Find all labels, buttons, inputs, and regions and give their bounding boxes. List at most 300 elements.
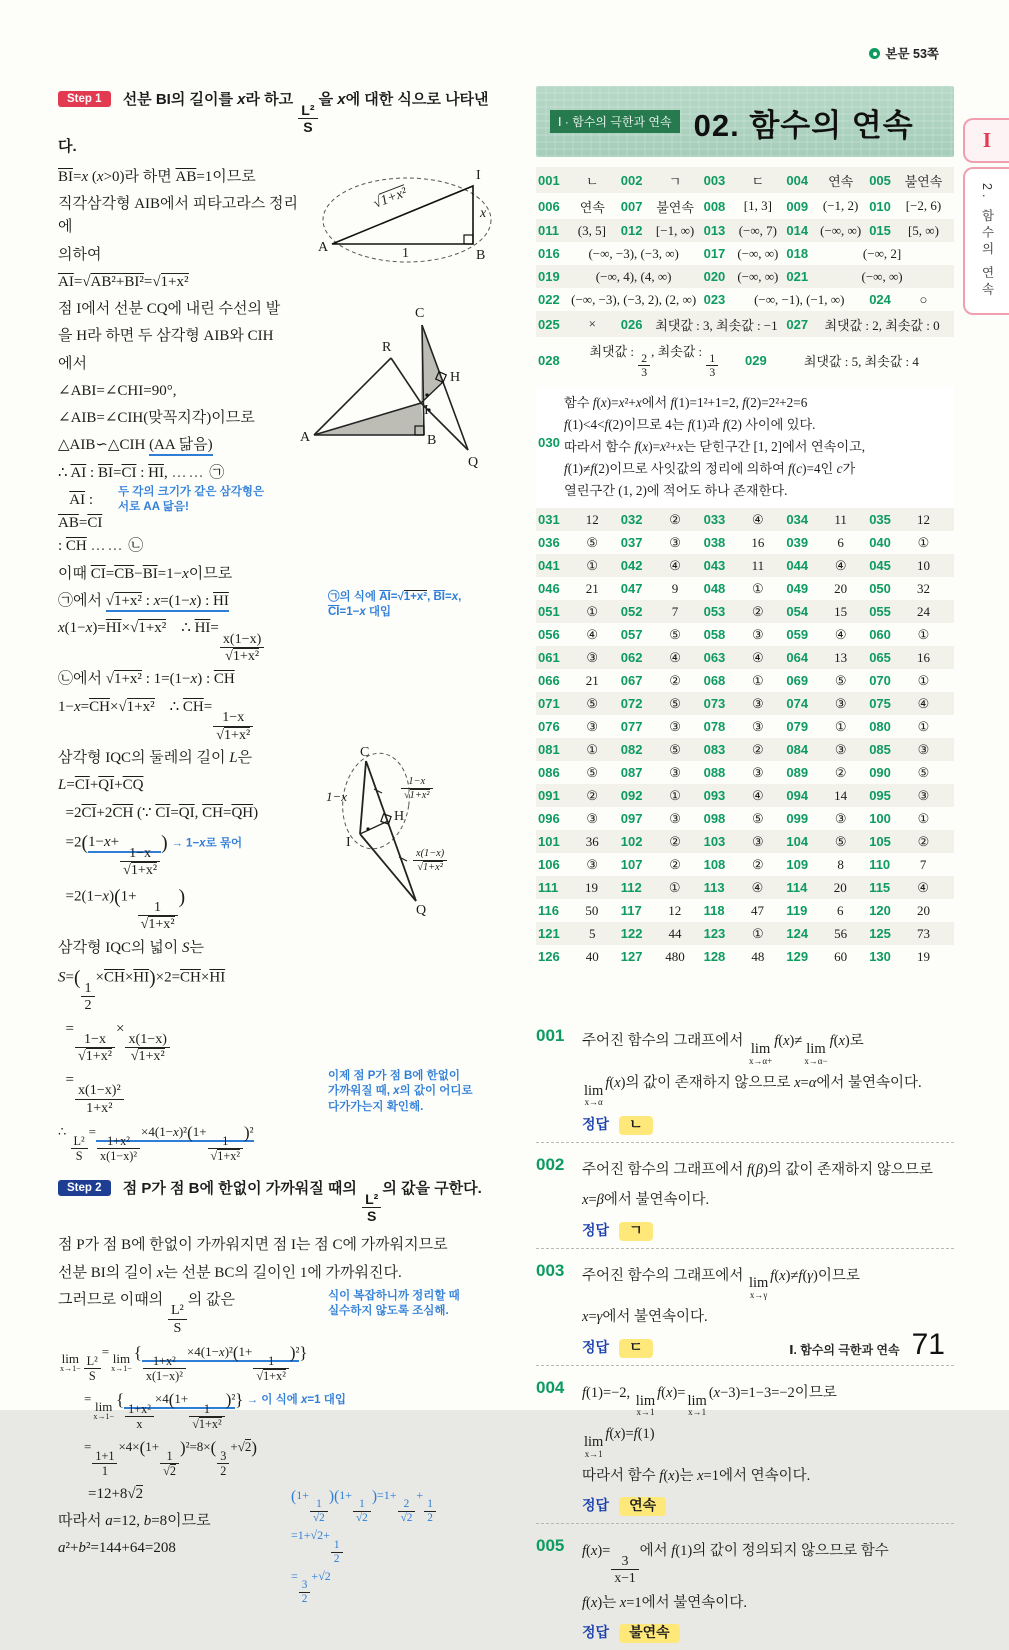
- answer-value: 44: [668, 925, 682, 941]
- answer-cell: [786, 650, 869, 666]
- final-answer-chip: ㄱ: [619, 1222, 653, 1241]
- text-line: a²+b²=144+64=208: [58, 1540, 176, 1557]
- answer-number: 100: [869, 811, 891, 827]
- answer-value: ①: [668, 879, 681, 895]
- answer-number: 056: [538, 627, 560, 643]
- answer-number: 058: [703, 627, 726, 643]
- figure2-B-label: B: [427, 433, 437, 449]
- answer-value: 6: [837, 534, 844, 550]
- answer-cell: [869, 223, 952, 239]
- answer-row: [536, 669, 954, 692]
- text-line: f(1)≠f(2)이므로 사잇값의 정리에 의하여 f(c)=4인 c가: [564, 460, 856, 476]
- answer-row: [536, 761, 954, 784]
- answer-value: ○: [919, 291, 928, 307]
- answer-value: 최댓값 : 5, 최솟값 : 4: [803, 353, 919, 369]
- page-reference-label: 본문 53쪽: [885, 47, 939, 61]
- text-line: 삼각형 IQC의 넓이 S는: [58, 939, 205, 956]
- text-line: 삼각형 IQC의 둘레의 길이 L은: [58, 750, 253, 766]
- answer-row: [536, 692, 954, 715]
- answer-number: 108: [703, 857, 726, 873]
- answer-value: ①: [917, 672, 930, 688]
- answer-number: 052: [620, 604, 643, 620]
- answer-label: 정답: [582, 1497, 610, 1514]
- answer-number: 080: [869, 719, 891, 735]
- answer-value: ①: [834, 718, 847, 734]
- text-line: 선분 BI의 길이 x는 선분 BC의 길이인 1에 가까워진다.: [58, 1264, 402, 1281]
- answer-cell: [869, 857, 952, 873]
- figure3-ci-label: 1−x: [326, 789, 348, 804]
- answer-number: 060: [869, 627, 891, 643]
- answer-number: 043: [703, 558, 726, 574]
- answer-number: 011: [538, 223, 559, 238]
- answer-value: 불연속: [904, 173, 943, 189]
- answer-label: 정답: [582, 1221, 610, 1238]
- answer-number: 005: [869, 172, 891, 188]
- answer-value: ②: [669, 833, 681, 849]
- answer-number: 085: [869, 742, 891, 758]
- answer-value: 12: [916, 511, 930, 527]
- solution-number: 004: [536, 1377, 565, 1397]
- answer-cell: [704, 171, 787, 190]
- figure1-side-label: x: [480, 205, 487, 221]
- answer-cell: [786, 512, 869, 528]
- answer-value: 9: [671, 580, 679, 596]
- answer-cell: [786, 535, 869, 551]
- answer-number: 061: [538, 650, 560, 666]
- answer-cell: [704, 811, 787, 827]
- answer-value: (−∞, 2]: [862, 245, 902, 261]
- answer-value: 15: [834, 603, 848, 619]
- answer-number: 026: [620, 316, 643, 332]
- answer-cell: [786, 788, 869, 804]
- answer-number: 122: [620, 926, 643, 942]
- answer-number: 104: [786, 834, 809, 850]
- answer-number: 018: [786, 246, 809, 261]
- answer-number: 046: [538, 581, 560, 597]
- answer-value: ③: [834, 741, 847, 757]
- answer-value: ④: [917, 695, 930, 711]
- answer-value: 불연속: [656, 199, 694, 215]
- text-line: S=( $\frac{1}{2}$ $\times\overline{CH}\times\overline{HI})\times 2=\overline{CH}\times\overline{HI}$: [58, 967, 226, 1014]
- answer-cell: [869, 292, 952, 308]
- answer-value: ⑤: [752, 810, 764, 826]
- answer-cell: [538, 742, 621, 758]
- answer-cell: [538, 292, 704, 308]
- final-answer-chip: 연속: [619, 1497, 666, 1516]
- answer-value: 13: [834, 649, 848, 665]
- answer-row: [536, 193, 954, 219]
- answer-number: 118: [703, 903, 725, 919]
- solution-line: lim x→α f(x)의 값이 존재하지 않으므로 x=α에서 불연속이다.: [584, 1074, 922, 1108]
- text-line: △AIB∽△CIH (AA 닮음): [58, 434, 496, 457]
- answer-number: 064: [786, 650, 809, 666]
- answer-row: [536, 337, 954, 383]
- answer-cell: [621, 719, 704, 735]
- figure1-I-label: I: [476, 167, 481, 183]
- answer-value: ③: [752, 764, 764, 780]
- answer-value: 20: [833, 879, 847, 895]
- answer-cell: [704, 512, 787, 528]
- answer-cell: [704, 903, 787, 919]
- answer-number: 008: [703, 198, 726, 214]
- answer-cell: [704, 742, 787, 758]
- figure1-A-label: A: [318, 239, 329, 255]
- solution-item: [536, 1365, 954, 1524]
- text-line: $x(1-x)=\overline{HI}\times$ √ 1+x² ∴ $\overline{HI}=$ x(1−x) √ 1+x²: [58, 617, 496, 664]
- answer-cell: [538, 719, 621, 735]
- answer-value: ①: [586, 557, 599, 573]
- answer-number: 109: [786, 857, 809, 873]
- solution-line: 따라서 함수 f(x)는 x=1에서 연속이다.: [582, 1467, 811, 1484]
- answer-number: 127: [620, 949, 643, 965]
- step2-badge: Step 2: [58, 1180, 111, 1196]
- figure3-H-label: H: [394, 809, 405, 824]
- answer-number: 071: [538, 696, 560, 712]
- answer-value: ③: [917, 787, 930, 803]
- answer-number: 032: [620, 512, 643, 528]
- answer-number: 115: [869, 880, 891, 896]
- answer-number: 119: [786, 903, 808, 919]
- answer-cell: [786, 880, 869, 896]
- answer-number: 075: [869, 696, 891, 712]
- answer-value: ⑤: [669, 741, 681, 757]
- answer-number: 106: [538, 857, 560, 873]
- answer-cell: [538, 535, 621, 551]
- answer-value: 20: [916, 902, 930, 918]
- side-tab-chapter: 2. 함수의 연속: [963, 167, 1009, 315]
- answer-cell: [538, 650, 621, 666]
- answer-number: 092: [620, 788, 643, 804]
- answer-cell: [869, 696, 952, 712]
- chapter-banner-chip: Ⅰ · 함수의 극한과 연속: [550, 110, 680, 133]
- answer-number: 038: [703, 535, 726, 551]
- answer-row: [536, 922, 954, 945]
- answer-number: 129: [786, 949, 809, 965]
- answer-value: 60: [834, 948, 848, 964]
- answer-value: 40: [585, 948, 599, 964]
- answer-number: 016: [538, 246, 560, 261]
- answer-value: ②: [669, 672, 681, 688]
- answer-grid-top: [536, 167, 954, 383]
- solution-number: 001: [536, 1026, 565, 1046]
- answer-row: [536, 265, 954, 288]
- figure-right-triangle: [318, 168, 496, 270]
- solution-body: [582, 1534, 954, 1642]
- answer-cell: [621, 650, 704, 666]
- answer-cell: [621, 171, 704, 190]
- answer-row: [536, 167, 954, 193]
- answer-number: 030: [538, 435, 561, 451]
- answer-value: ②: [669, 856, 681, 872]
- text-line: 따라서 함수 f(x)=x²+x는 닫힌구간 [1, 2]에서 연속이고,: [564, 438, 866, 454]
- answer-value: ①: [586, 741, 599, 757]
- answer-cell: [621, 223, 704, 239]
- answer-cell: [538, 811, 621, 827]
- footer-section: Ⅰ. 함수의 극한과 연속: [789, 1343, 900, 1357]
- answer-number: 002: [620, 172, 643, 188]
- answer-value: ③: [669, 534, 681, 550]
- answer-value: 36: [585, 833, 599, 849]
- answer-cell: [704, 269, 787, 285]
- answer-cell: [786, 269, 952, 285]
- answer-value: (−∞, ∞): [861, 268, 903, 284]
- answer-cell: [786, 949, 869, 965]
- answer-value: ①: [917, 718, 930, 734]
- answer-cell: [538, 673, 621, 689]
- answer-cell: [621, 197, 704, 216]
- answer-number: 024: [869, 292, 891, 307]
- text-line: =2(1−x+ 1−x √ 1+x² ) → 1−x로 묶어: [58, 829, 496, 879]
- answer-number: 117: [620, 903, 642, 919]
- answer-value: 50: [585, 902, 599, 918]
- answer-cell: [538, 316, 621, 332]
- answer-cell: [538, 197, 621, 216]
- answer-cell: [621, 673, 704, 689]
- answer-row: [536, 876, 954, 899]
- answer-cell: [786, 765, 869, 781]
- answer-label: 정답: [582, 1116, 610, 1133]
- text-line: ∴ $\overline{AI}$ : $\overline{BI}=\overline{CI}$ : $\overline{HI}$, …… ㉠ 두 각의 크기가 같은 삼각형은 서로 AA 닮음!: [58, 464, 265, 514]
- text-line: 그러므로 이때의 $\frac{\text{L²}}{S}$ 의 값은 식이 복잡하니까 정리할 때 실수하지 않도록 조심해.: [58, 1289, 460, 1336]
- answer-number: 074: [786, 696, 809, 712]
- answer-cell: [869, 788, 952, 804]
- answer-value: (−∞, ∞): [737, 268, 779, 284]
- answer-number: 066: [538, 673, 560, 689]
- answer-value: 16: [916, 649, 930, 665]
- final-answer-chip: 불연속: [619, 1624, 680, 1643]
- answer-row: [536, 577, 954, 600]
- answer-number: 110: [869, 857, 891, 873]
- answer-number: 112: [620, 880, 642, 896]
- text-line: 을 H라 하면 두 삼각형 AIB와 CIH: [58, 328, 274, 345]
- answer-number: 086: [538, 765, 560, 781]
- final-answer-chip: ㄷ: [619, 1339, 653, 1358]
- answer-cell: [869, 604, 952, 620]
- text-line: = $\frac{\text{x(1−x)²}}{\text{1+x²}}$ 이제 점 P가 점 B에 한없이 가까워질 때, x의 값이 어디로 다가가는지 확인해.: [58, 1069, 473, 1116]
- answer-number: 001: [538, 172, 560, 188]
- answer-row: [536, 288, 954, 311]
- answer-row-final: [582, 1220, 954, 1240]
- answer-value: ③: [834, 695, 847, 711]
- figure2-A-label: A: [300, 430, 311, 446]
- answer-value: 11: [751, 557, 765, 573]
- answer-cell: [538, 581, 621, 597]
- answer-cell: [538, 903, 621, 919]
- answer-number: 111: [538, 880, 559, 896]
- answer-number: 062: [620, 650, 643, 666]
- answer-cell: [786, 834, 869, 850]
- answer-cell: [621, 857, 704, 873]
- answer-cell: [704, 650, 787, 666]
- answer-value: 19: [585, 879, 599, 895]
- solution-item: [536, 1523, 954, 1650]
- answer-value: 10: [916, 557, 930, 573]
- answer-number: 130: [869, 949, 891, 965]
- answer-number: 088: [703, 765, 726, 781]
- answer-number: 101: [538, 834, 560, 850]
- answer-cell: [786, 926, 869, 942]
- answer-cell: [869, 765, 952, 781]
- answer-row: [536, 600, 954, 623]
- answer-cell: [704, 719, 787, 735]
- answer-number: 015: [869, 223, 891, 238]
- answer-cell: [704, 949, 787, 965]
- target-icon: [869, 48, 880, 59]
- answer-number: 094: [786, 788, 809, 804]
- answer-number: 099: [786, 811, 809, 827]
- answer-number: 041: [538, 558, 560, 574]
- answer-row: [536, 807, 954, 830]
- answer-number: 121: [538, 926, 560, 942]
- figure3-Q-label: Q: [416, 903, 427, 918]
- text-line: 열린구간 (1, 2)에 적어도 하나 존재한다.: [564, 482, 788, 498]
- text-line: $\overline{BI}=x$ (x>0)라 하면 $\overline{AB}=1$이므로: [58, 168, 256, 185]
- answer-cell: [538, 696, 621, 712]
- answer-number: 063: [703, 650, 726, 666]
- answer-value: ③: [752, 695, 764, 711]
- answer-cell: [538, 246, 704, 262]
- figure3-I-label: I: [346, 835, 351, 850]
- answer-row-final: [582, 1622, 954, 1642]
- answer-value: ③: [669, 718, 681, 734]
- answer-value: ②: [834, 764, 847, 780]
- answer-cell: [869, 742, 952, 758]
- text-line: 에서: [58, 355, 87, 372]
- text-line: ㉠에서 √ 1+x² : x=(1−x) : $\overline{HI}$ ㉠의 식에 $\overline{AI}=$ √ 1+x², $\overline{BI}=x$, $\overline{CI}=1-x$ 대입: [58, 590, 496, 613]
- answer-cell: [538, 558, 621, 574]
- step2-title: 점 P가 점 B에 한없이 가까워질 때의 $\frac{\text{L²}}{S}$ 의 값을 구한다.: [122, 1180, 482, 1225]
- answer-value: ④: [752, 511, 764, 527]
- answer-cell: [538, 341, 745, 380]
- answer-value: 47: [750, 902, 764, 918]
- text-line: 직각삼각형 AIB에서 피타고라스 정리에: [58, 196, 298, 236]
- step2-heading: [58, 1177, 496, 1224]
- answer-cell: [704, 765, 787, 781]
- solution-line: lim x→1 f(x)=f(1): [584, 1426, 655, 1459]
- figure-triangle-iqc: [326, 745, 496, 921]
- answer-value: 20: [834, 580, 848, 596]
- answer-cell: [786, 198, 869, 214]
- answer-value: ⑤: [669, 626, 681, 642]
- answer-number: 120: [869, 903, 891, 919]
- answer-cell: [538, 604, 621, 620]
- answer-cell: [621, 315, 787, 334]
- answer-number: 105: [869, 834, 891, 850]
- answer-number: 076: [538, 719, 560, 735]
- answer-value: ①: [586, 603, 599, 619]
- answer-value: ①: [917, 534, 930, 550]
- answer-value: ⑤: [834, 833, 847, 849]
- answer-cell: [621, 949, 704, 965]
- answer-number: 096: [538, 811, 560, 827]
- answer-value: ②: [752, 856, 764, 872]
- answer-030-block: [536, 387, 954, 508]
- answer-number: 049: [786, 581, 809, 597]
- text-line: =12+8 √ 2 (1+ $\frac{1}{√2}$ )(1+ $\frac{1}{√2}$ )=1+ $\frac{2}{√2}$ + $\frac{1}{2}$ =1+√2+ $\frac{1}{2}$ = $\frac{3}{2}$ +√2: [58, 1483, 496, 1506]
- answer-cell: [621, 765, 704, 781]
- answer-number: 039: [786, 535, 809, 551]
- answer-cell: [704, 558, 787, 574]
- answer-row: [536, 623, 954, 646]
- answer-value: ⑤: [834, 672, 847, 688]
- answer-cell: [786, 171, 869, 190]
- answer-number: 035: [869, 512, 891, 528]
- answer-cell: [786, 857, 869, 873]
- answer-value: ㄱ: [668, 173, 682, 189]
- answer-value: ①: [917, 626, 930, 642]
- answer-value: ④: [917, 879, 929, 895]
- answer-value: ④: [752, 649, 764, 665]
- answer-label: 정답: [582, 1624, 610, 1641]
- answer-number: 014: [786, 223, 809, 238]
- answer-row: [536, 554, 954, 577]
- solution-line: f(1)=−2, lim x→1 f(x)= lim x→1 (x−3)=1−3=−2이므로: [582, 1384, 837, 1418]
- page-footer: [789, 1328, 945, 1362]
- answer-value: ④: [834, 557, 847, 573]
- answer-number: 045: [869, 558, 891, 574]
- answer-value: 8: [837, 856, 844, 872]
- solution-line: x=γ에서 불연속이다.: [582, 1308, 708, 1325]
- answer-value: 56: [834, 925, 848, 941]
- answer-row-final: [582, 1495, 954, 1515]
- text-line: f(1)<4<f(2)이므로 4는 f(1)과 f(2) 사이에 있다.: [564, 417, 816, 433]
- solution-segment-2: [58, 298, 496, 743]
- answer-value: ④: [834, 626, 847, 642]
- figure2-Q-label: Q: [468, 455, 479, 471]
- answer-cell: [786, 719, 869, 735]
- answer-cell: [704, 788, 787, 804]
- answer-row: [536, 219, 954, 242]
- answer-row: [536, 738, 954, 761]
- answer-cell: [786, 223, 869, 239]
- solution-item: [536, 1014, 954, 1142]
- solution-number: 003: [536, 1260, 565, 1280]
- answer-cell: [704, 926, 787, 942]
- solution-body: [582, 1024, 954, 1134]
- answer-value: ②: [669, 511, 681, 527]
- answer-cell: [869, 811, 952, 827]
- answer-number: 022: [538, 292, 560, 307]
- answer-cell: [538, 765, 621, 781]
- answer-number: 123: [703, 926, 726, 942]
- answer-number: 098: [703, 811, 726, 827]
- text-line: lim x→1− $\frac{\text{L²}}{S}$ = lim x→1− { $\frac{\text{1+x²}}{\text{x(1−x)²}}$ ×4(1−x)²(1+ 1 √ 1+x² )²}: [58, 1340, 496, 1384]
- answer-number: 065: [869, 650, 891, 666]
- answer-number: 009: [786, 198, 809, 214]
- answer-value: (−∞, −1), (−1, ∞): [754, 291, 845, 307]
- answer-value: ①: [752, 925, 764, 941]
- answer-number: 028: [538, 352, 560, 368]
- answer-value: (−∞, ∞): [737, 245, 779, 261]
- page-reference: [869, 44, 939, 62]
- answer-cell: [869, 903, 952, 919]
- answer-cell: [621, 558, 704, 574]
- answer-row: [536, 311, 954, 337]
- answer-number: 019: [538, 269, 560, 284]
- answer-value: 최댓값 : 2, 최솟값 : 0: [824, 317, 940, 333]
- answer-number: 073: [703, 696, 726, 712]
- figure3-C-label: C: [360, 745, 370, 760]
- answer-value: (−∞, 4), (4, ∞): [595, 268, 672, 284]
- answer-number: 036: [538, 535, 560, 551]
- answer-value: (−1, 2): [822, 198, 859, 213]
- answer-number: 013: [703, 223, 726, 238]
- answer-cell: [704, 834, 787, 850]
- answer-cell: [786, 604, 869, 620]
- answer-value: (3, 5]: [577, 222, 606, 238]
- answer-cell: [786, 558, 869, 574]
- answer-number: 067: [620, 673, 643, 689]
